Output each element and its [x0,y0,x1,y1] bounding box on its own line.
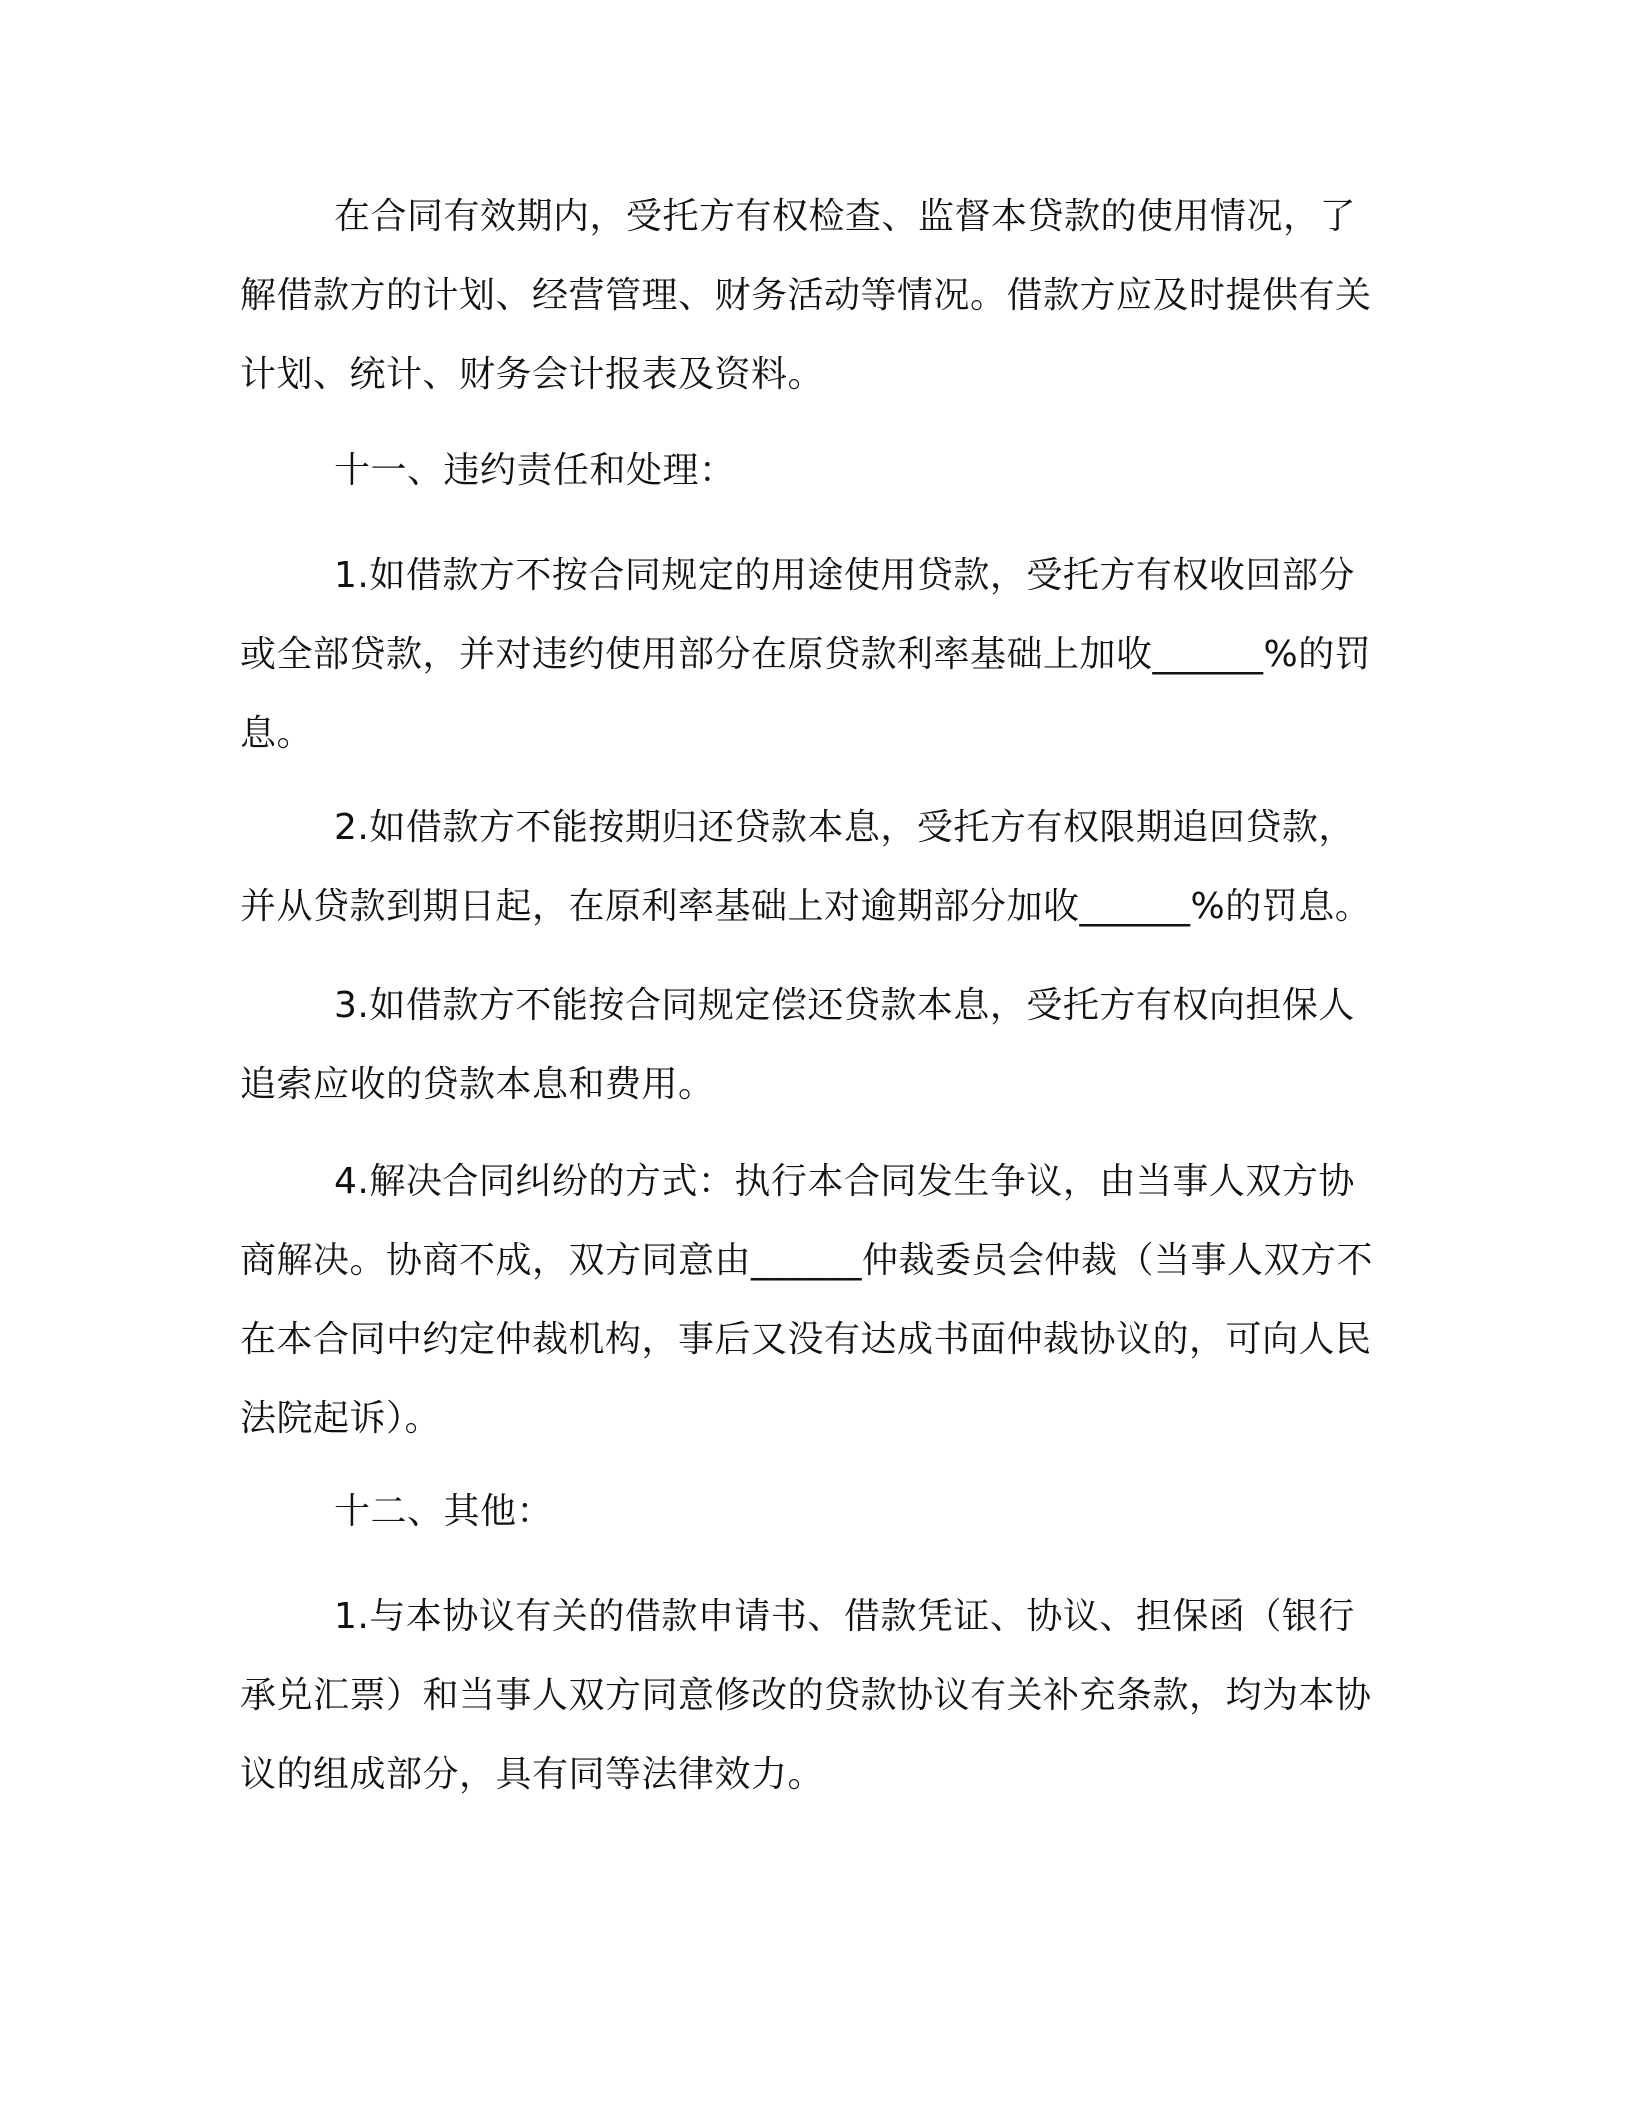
clause-11-3-guarantor-recourse: 3.如借款方不能按合同规定偿还贷款本息，受托方有权向担保人追索应收的贷款本息和费用。 [240,985,1355,1105]
clause-12-1-related-documents: 1.与本协议有关的借款申请书、借款凭证、协议、担保函（银行承兑汇票）和当事人双方同意修改的贷款协议有关补充条款，均为本协议的组成部分，具有同等法律效力。 [240,1596,1372,1795]
clause-11-2-overdue-repayment: 2.如借款方不能按期归还贷款本息，受托方有权限期追回贷款，并从贷款到期日起，在原利率基础上对逾期部分加收______%的罚息。 [240,807,1372,927]
clause-11-1-misuse-of-loan: 1.如借款方不按合同规定的用途使用贷款，受托方有权收回部分或全部贷款，并对违约使用部分在原贷款利率基础上加收______%的罚息。 [240,555,1372,754]
paragraph-inspection-rights: 在合同有效期内，受托方有权检查、监督本贷款的使用情况，了解借款方的计划、经营管理、财务活动等情况。借款方应及时提供有关计划、统计、财务会计报表及资料。 [240,196,1372,395]
section-heading-breach-liability: 十一、违约责任和处理： [334,450,736,491]
section-heading-other: 十二、其他： [334,1491,554,1532]
clause-11-4-dispute-resolution: 4.解决合同纠纷的方式：执行本合同发生争议，由当事人双方协商解决。协商不成，双方同意由______仲裁委员会仲裁（当事人双方不在本合同中约定仲裁机构，事后又没有达成书面仲裁协议的，可向人民法院起诉）。 [240,1161,1374,1439]
